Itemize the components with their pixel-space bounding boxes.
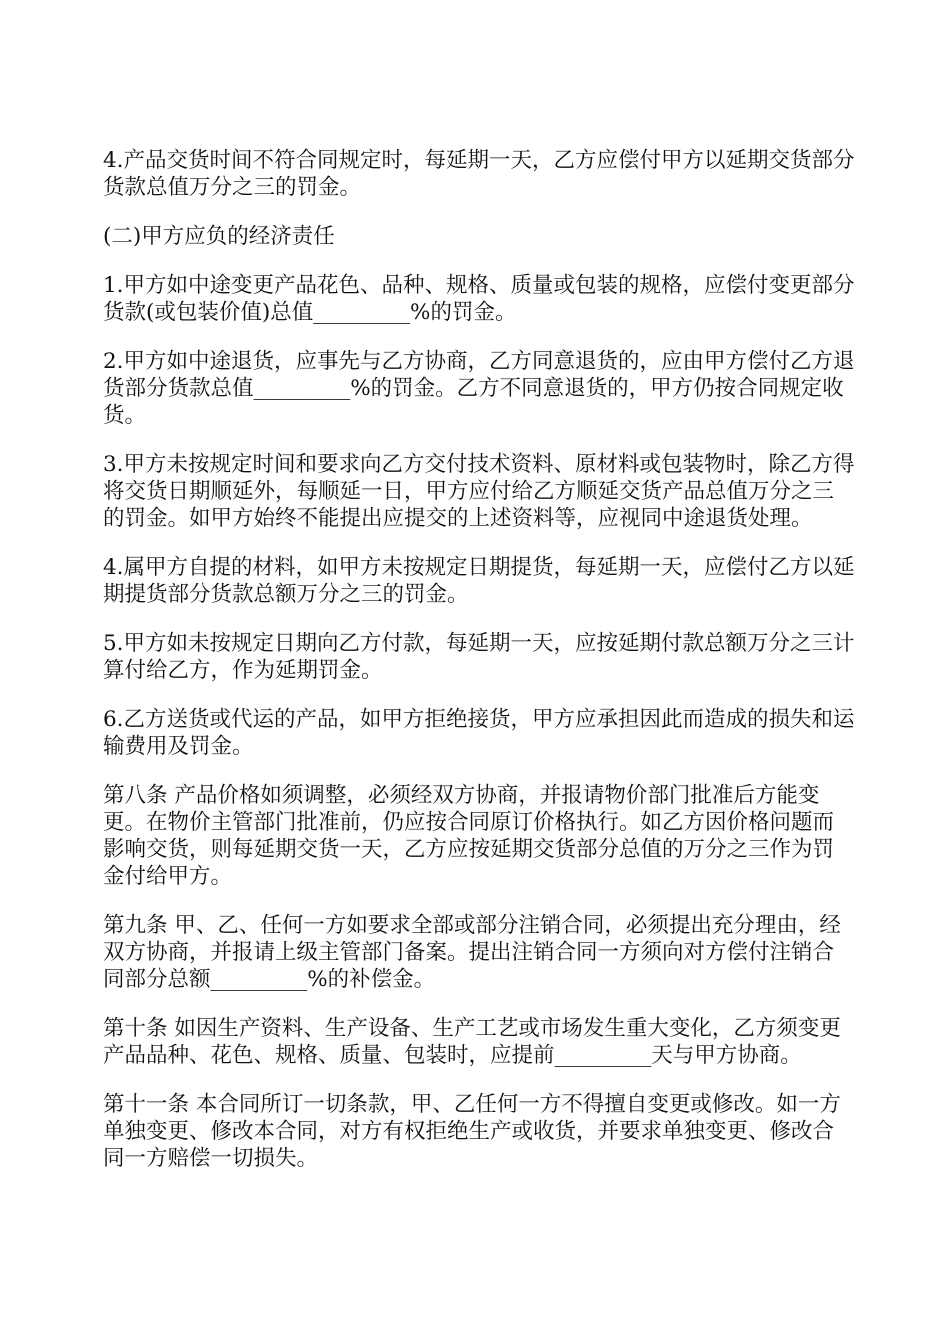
article-8-price-adjustment: 第八条 产品价格如须调整，必须经双方协商，并报请物价部门批准后方能变更。在物价主管部门批准前，仍应按合同原订价格执行。如乙方因价格问题而影响交货，则每延期交货一天，乙方应按延期交货部分总值的万分之三作为罚金付给甲方。 <box>103 783 835 889</box>
paragraph-item-4-delivery-delay: 4.产品交货时间不符合同规定时，每延期一天，乙方应偿付甲方以延期交货部分货款总值万分之三的罚金。 <box>103 148 855 200</box>
article-11-no-unilateral-changes: 第十一条 本合同所订一切条款，甲、乙任何一方不得擅自变更或修改。如一方单独变更、修改本合同，对方有权拒绝生产或收货，并要求单独变更、修改合同一方赔偿一切损失。 <box>103 1092 841 1171</box>
paragraph-item-1-change-product: 1.甲方如中途变更产品花色、品种、规格、质量或包装的规格，应偿付变更部分货款(或包装价值)总值_________%的罚金。 <box>103 273 855 325</box>
paragraph-item-2-return-goods: 2.甲方如中途退货，应事先与乙方协商，乙方同意退货的，应由甲方偿付乙方退货部分货款总值_________%的罚金。乙方不同意退货的，甲方仍按合同规定收货。 <box>103 349 855 428</box>
article-9-contract-cancellation: 第九条 甲、乙、任何一方如要求全部或部分注销合同，必须提出充分理由，经双方协商，并报请上级主管部门备案。提出注销合同一方须向对方偿付注销合同部分总额_________%的补偿金。 <box>103 913 841 992</box>
document-body <box>103 147 855 1194</box>
paragraph-item-3-technical-materials: 3.甲方未按规定时间和要求向乙方交付技术资料、原材料或包装物时，除乙方得将交货日期顺延外，每顺延一日，甲方应付给乙方顺延交货产品总值万分之三的罚金。如甲方始终不能提出应提交的上述资料等，应视同中途退货处理。 <box>103 452 855 531</box>
paragraph-item-6-refuse-delivery: 6.乙方送货或代运的产品，如甲方拒绝接货，甲方应承担因此而造成的损失和运输费用及罚金。 <box>103 707 855 759</box>
paragraph-item-5-late-payment: 5.甲方如未按规定日期向乙方付款，每延期一天，应按延期付款总额万分之三计算付给乙方，作为延期罚金。 <box>103 631 855 683</box>
section-heading-party-a-liability: (二)甲方应负的经济责任 <box>103 224 335 249</box>
article-10-major-changes: 第十条 如因生产资料、生产设备、生产工艺或市场发生重大变化，乙方须变更产品品种、花色、规格、质量、包装时，应提前_________天与甲方协商。 <box>103 1016 841 1068</box>
paragraph-item-4-self-pickup: 4.属甲方自提的材料，如甲方未按规定日期提货，每延期一天，应偿付乙方以延期提货部分货款总额万分之三的罚金。 <box>103 555 855 607</box>
